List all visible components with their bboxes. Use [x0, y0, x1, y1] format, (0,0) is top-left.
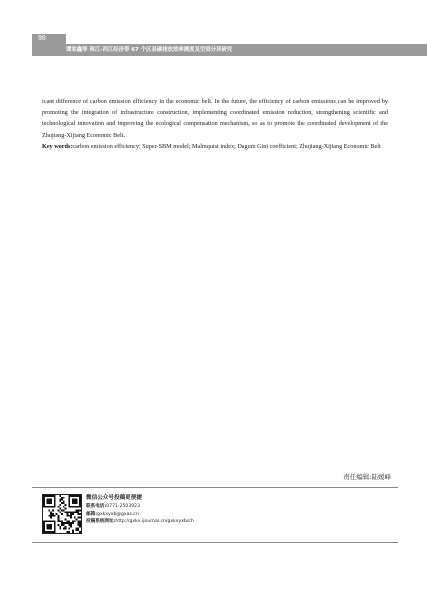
keywords-text: carbon emission efficiency; Super-SBM model; Malmquist index; Dagum Gini coefficient; Zhujiang-Xijiang Economic Belt: [72, 142, 381, 150]
submission-label: 投稿系统网址:: [86, 519, 116, 525]
phone-line: [86, 503, 194, 511]
submission-line: [86, 518, 194, 526]
contact-block: [86, 494, 194, 526]
running-title: 谭家鑫等 珠江-西江经济带 67 个区县碳排放效率测度及空间分异研究: [66, 47, 233, 53]
email-value[interactable]: gxkxyxb@gxas.cn: [97, 511, 139, 517]
submission-url[interactable]: http://gxkx.ijournal.cn/gxkxyxb/ch: [115, 519, 194, 525]
footer-divider-top: [32, 487, 398, 488]
responsible-editor: 责任编辑:陆媛峰: [343, 473, 391, 481]
email-label: 邮箱:: [86, 511, 98, 517]
abstract-body: [42, 96, 388, 152]
keywords-label: Key words:: [42, 142, 73, 150]
qr-code-icon[interactable]: [42, 494, 82, 534]
phone-value: 0771-2503923: [106, 504, 141, 509]
footer-divider-bottom: [32, 542, 398, 543]
email-line: [86, 511, 194, 519]
abstract-paragraph: icant difference of carbon emission efficiency in the economic belt. In the future, the efficiency of carbon emissions can be improved by promoting the integration of infrastructure construction, implementing coordinated emission reduction, strengthening scientific and technological innovation and improving the ecological compensation mechanism, so as to promote the coordinated development of the Zhujiang-Xijiang Economic Belt.: [42, 98, 388, 139]
wechat-line: 微信公众号投稿更便捷: [86, 495, 142, 501]
page-number: 98: [32, 34, 66, 44]
keywords: [42, 141, 388, 152]
phone-label: 联系电话:: [86, 504, 107, 509]
qr-code-graphic: [43, 495, 81, 533]
